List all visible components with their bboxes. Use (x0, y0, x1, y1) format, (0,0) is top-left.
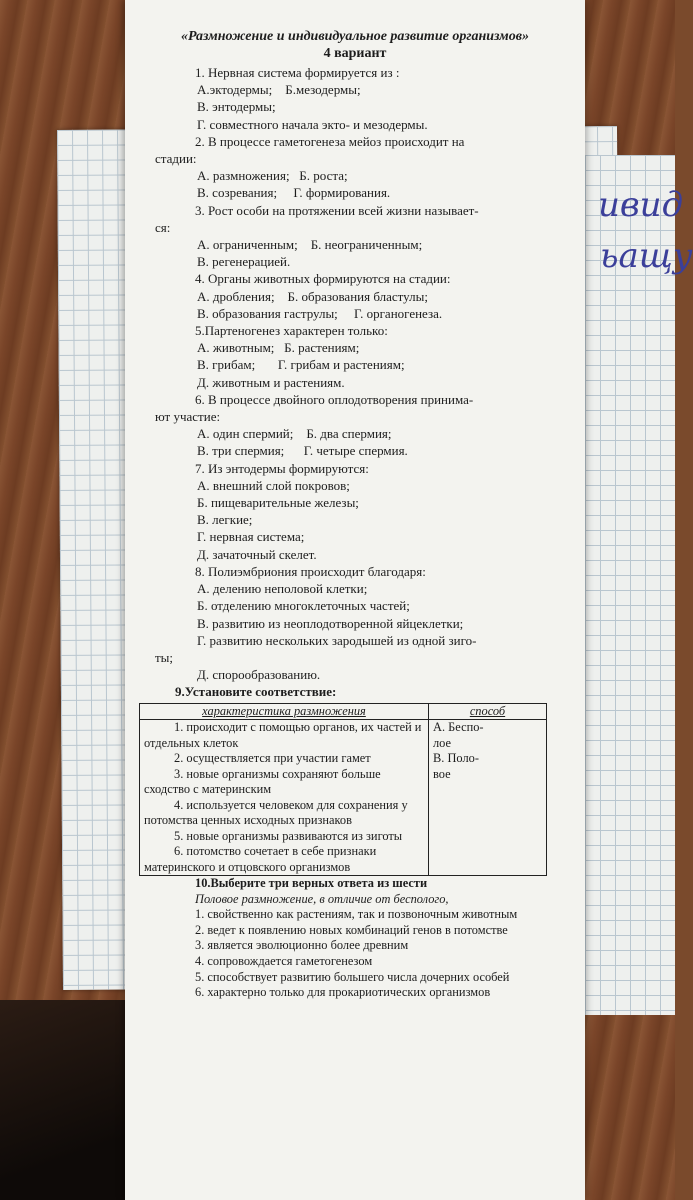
answer-item: 4. сопровождается гаметогенезом (195, 953, 373, 968)
question-10: 10.Выберите три верных ответа из шести (195, 876, 428, 891)
question-5: 5.Партеногенез характерен только: (195, 323, 388, 339)
question-9: 9.Установите соответствие: (175, 684, 337, 700)
option-line: Д. зачаточный скелет. (197, 546, 317, 562)
option-line: А. делению неполовой клетки; (197, 581, 368, 597)
option-line: А. животным; Б. растениям; (197, 340, 360, 356)
variant-title: 4 вариант (323, 46, 387, 61)
criteria-cell (140, 720, 429, 876)
criterion: 3. новые организмы сохраняют больше сходство с материнским (144, 766, 381, 797)
method-line: вое (433, 766, 451, 781)
answer-item: 3. является эволюционно более древним (195, 938, 409, 953)
question-10-subtitle: Половое размножение, в отличие от бесполого, (195, 891, 449, 906)
question-8: 8. Полиэмбриония происходит благодаря: (195, 563, 426, 579)
question-7: 7. Из энтодермы формируются: (195, 460, 369, 476)
test-sheet (125, 0, 585, 1200)
criterion: 2. осуществляется при участии гамет (174, 751, 371, 766)
option-line: А. размножения; Б. роста; (197, 168, 348, 184)
table-header-characteristic: характеристика размножения (140, 703, 429, 720)
option-line: В. созревания; Г. формирования. (197, 185, 391, 201)
question-1: 1. Нервная система формируется из : (195, 65, 400, 80)
option-line: А. ограниченным; Б. неограниченным; (197, 237, 423, 253)
page-title: «Размножение и индивидуальное развитие организмов» (180, 29, 530, 44)
option-line: А. внешний слой покровов; (197, 477, 350, 493)
answer-item: 1. свойственно как растениям, так и позвоночным животным (195, 907, 518, 922)
option-line: А. дробления; Б. образования бластулы; (197, 288, 428, 304)
option-line: А.эктодермы; Б.мезодермы; (197, 82, 361, 98)
option-line: Б. пищеварительные железы; (197, 495, 359, 511)
option-line: А. один спермий; Б. два спермия; (197, 426, 392, 442)
option-line: В. регенерацией. (197, 254, 291, 270)
criterion: 6. потомство сочетает в себе признаки материнского и отцовского организмов (144, 844, 377, 874)
option-line: В. легкие; (197, 512, 253, 528)
question-4: 4. Органы животных формируются на стадии: (195, 271, 451, 287)
answer-item: 5. способствует развитию большего числа дочерних особей (195, 969, 510, 984)
handwriting-1: ивид (598, 185, 684, 225)
questions (125, 62, 585, 701)
option-line: Г. развитию нескольких зародышей из одной зиго- (197, 632, 477, 648)
method-line: А. Беспо- (433, 720, 484, 735)
graph-paper-notebook-right (585, 155, 675, 1015)
question-3: 3. Рост особи на протяжении всей жизни называет- (195, 202, 479, 218)
question-2-cont: стадии: (155, 151, 197, 167)
question-2: 2. В процессе гаметогенеза мейоз происходит на (195, 133, 465, 149)
option-line: Г. совместного начала экто- и мезодермы. (197, 116, 428, 132)
method-line: В. Поло- (433, 751, 479, 766)
answer-item: 2. ведет к появлению новых комбинаций генов в потомстве (195, 922, 508, 937)
matching-table (139, 703, 547, 877)
option-line: Д. животным и растениям. (197, 374, 345, 390)
option-line: Г. нервная система; (197, 529, 305, 545)
methods-cell (429, 720, 547, 876)
answer-item: 6. характерно только для прокариотических организмов (195, 985, 491, 1000)
option-line: В. грибам; Г. грибам и растениям; (197, 357, 405, 373)
option-line: В. развитию из неоплодотворенной яйцеклетки; (197, 615, 464, 631)
option-line: В. образования гаструлы; Г. органогенеза. (197, 305, 443, 321)
criterion: 5. новые организмы развиваются из зиготы (174, 828, 403, 843)
option-line: Д. спорообразованию. (197, 667, 321, 683)
method-line: лое (433, 735, 452, 750)
criterion: 4. используется человеком для сохранения у потомства ценных исходных признаков (144, 797, 408, 828)
criterion: 1. происходит с помощью органов, их частей и отдельных клеток (144, 720, 422, 750)
option-line: Б. отделению многоклеточных частей; (197, 598, 410, 614)
handwriting-2: ьащу (600, 236, 693, 276)
question-3-cont: ся: (155, 219, 171, 235)
question-10-block (125, 876, 585, 1001)
question-8-cont: ты; (155, 649, 174, 665)
option-line: В. три спермия; Г. четыре спермия. (197, 443, 408, 459)
option-line: В. энтодермы; (197, 99, 276, 115)
question-6: 6. В процессе двойного оплодотворения принима- (195, 391, 474, 407)
table-header-method: способ (429, 703, 547, 720)
question-6-cont: ют участие: (155, 409, 221, 425)
